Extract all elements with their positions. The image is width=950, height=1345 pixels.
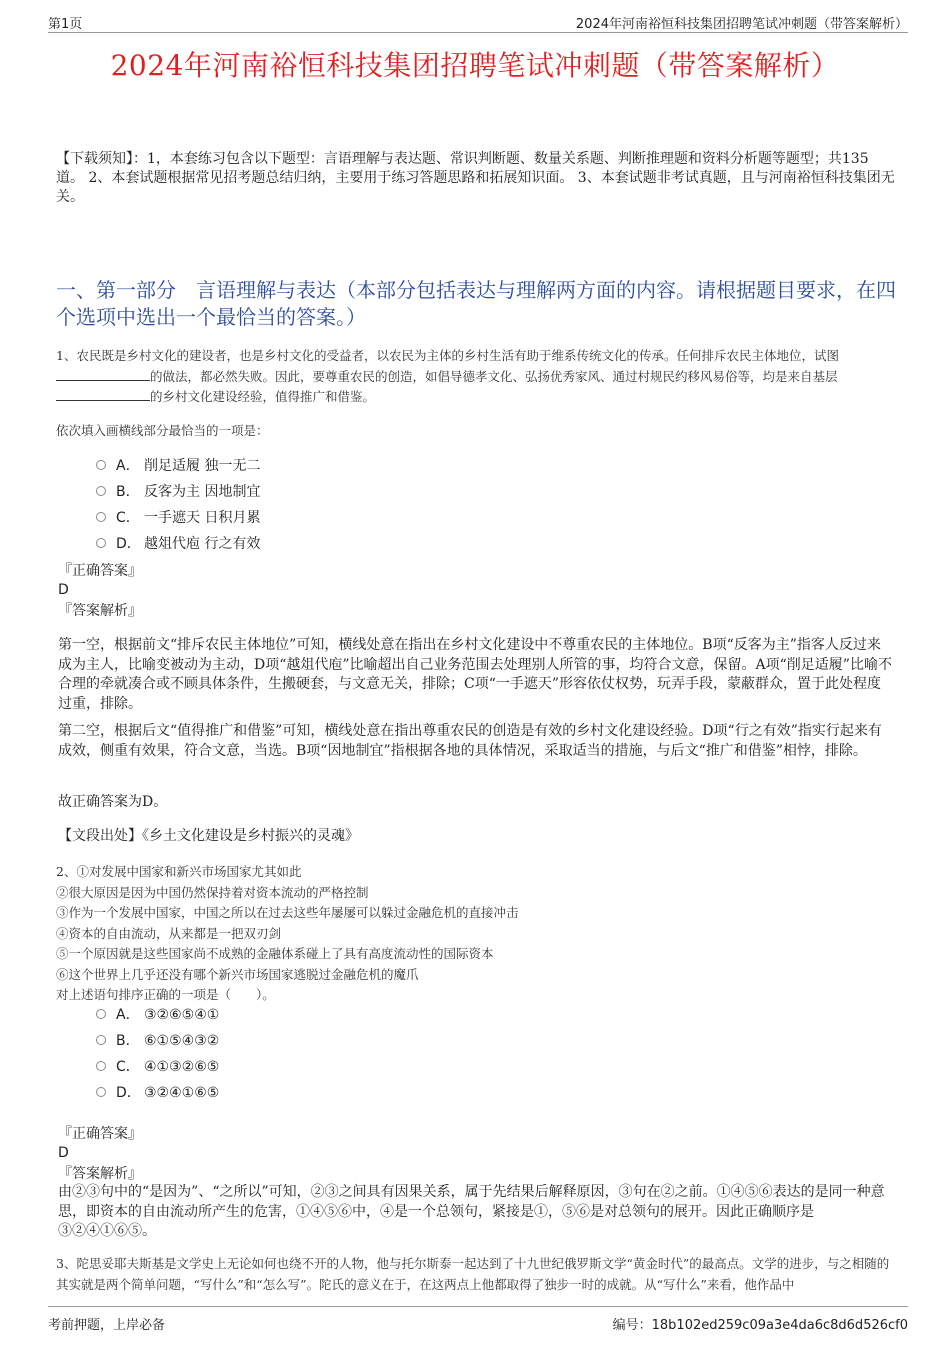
q2-line: 2、①对发展中国家和新兴市场国家尤其如此 [56, 864, 302, 879]
question-1-stem [56, 346, 898, 408]
q1-conclusion: 故正确答案为D。 [58, 794, 168, 810]
option-text: 削足适履 独一无二 [144, 458, 261, 474]
option-letter: C． [116, 510, 140, 526]
option-text: ③②⑥⑤④① [144, 1007, 220, 1023]
q1-source: 【文段出处】《乡土文化建设是乡村振兴的灵魂》 [58, 828, 359, 844]
page-number: 第1页 [48, 17, 83, 32]
q2-answer: D [58, 1145, 69, 1161]
q1-analysis-label: 『答案解析』 [58, 603, 142, 619]
q1-correct-label: 『正确答案』 [58, 563, 142, 579]
q1-options [96, 453, 260, 557]
q1-text-3: 的乡村文化建设经验，值得推广和借鉴。 [150, 389, 376, 404]
q1-option-a[interactable] [96, 453, 260, 479]
q1-option-c[interactable] [96, 505, 260, 531]
q1-option-d[interactable] [96, 531, 260, 557]
radio-icon[interactable] [96, 486, 106, 496]
section-heading: 一、第一部分 言语理解与表达（本部分包括表达与理解两方面的内容。请根据题目要求，在四个选项中选出一个最恰当的答案。） [56, 278, 896, 329]
q2-option-d[interactable] [96, 1080, 219, 1106]
q2-line: ②很大原因是因为中国仍然保持着对资本流动的严格控制 [56, 884, 369, 900]
option-text: ③②④①⑥⑤ [144, 1085, 220, 1101]
q2-correct-label: 『正确答案』 [58, 1126, 142, 1142]
q1-analysis-2: 第二空，根据后文“值得推广和借鉴”可知，横线处意在指出尊重农民的创造是有效的乡村文化建设经验。D项“行之有效”指实行起来有成效，侧重有效果，符合文意，当选。B项“因地制宜”指根据各地的具体情况，采取适当的措施，与后文“推广和借鉴”相悖，排除。 [58, 723, 882, 759]
question-3-stem: 3、陀思妥耶夫斯基是文学史上无论如何也绕不开的人物，他与托尔斯泰一起达到了十九世纪俄罗斯文学“黄金时代”的最高点。文学的进步，与之相随的其实就是两个简单问题，“写什么”和“怎么写”。陀氏的意义在于，在这两点上他都取得了独步一时的成就。从“写什么”来看，他作品中 [56, 1256, 890, 1292]
option-letter: B． [116, 484, 140, 500]
download-notice: 【下载须知】：1，本套练习包含以下题型：言语理解与表达题、常识判断题、数量关系题、判断推理题和资料分析题等题型；共135道。 2、本套试题根据常见招考题总结归纳，主要用于练习答题思路和拓展知识面。 3、本套试题非考试真题，且与河南裕恒科技集团无关。 [56, 151, 895, 205]
document-title: 2024年河南裕恒科技集团招聘笔试冲刺题（带答案解析） [110, 49, 840, 82]
radio-icon[interactable] [96, 1035, 106, 1045]
radio-icon[interactable] [96, 1087, 106, 1097]
option-letter: D． [116, 1085, 141, 1101]
q2-prompt: 对上述语句排序正确的一项是（ ）。 [56, 987, 275, 1002]
fill-blank-2 [56, 387, 150, 401]
q1-text-2: 的做法，都必然失败。因此，要尊重农民的创造，如倡导德孝文化、弘扬优秀家风、通过村规民约移风易俗等，均是来自基层 [150, 368, 838, 384]
q2-analysis-label: 『答案解析』 [58, 1166, 142, 1182]
footer-slogan: 考前押题，上岸必备 [48, 1318, 166, 1333]
option-text: ④①③②⑥⑤ [144, 1059, 220, 1075]
radio-icon[interactable] [96, 1009, 106, 1019]
option-text: 一手遮天 日积月累 [144, 510, 261, 526]
page-header [48, 10, 908, 33]
q1-option-b[interactable] [96, 479, 260, 505]
q1-answer: D [58, 582, 69, 598]
q2-option-a[interactable] [96, 1002, 219, 1028]
option-text: ⑥①⑤④③② [144, 1033, 220, 1049]
q2-line: ⑤一个原因就是这些国家尚不成熟的金融体系碰上了具有高度流动性的国际资本 [56, 946, 494, 961]
q1-analysis-1: 第一空，根据前文“排斥农民主体地位”可知，横线处意在指出在乡村文化建设中不尊重农民的主体地位。B项“反客为主”指客人反过来成为主人，比喻变被动为主动，D项“越俎代庖”比喻超出自己业务范围去处理别人所管的事，均符合文意，保留。A项“削足适履”比喻不合理的牵就凑合或不顾具体条件，生搬硬套，与文意无关，排除；C项“一手遮天”形容依仗权势，玩弄手段，蒙蔽群众，置于此处程度过重，排除。 [58, 637, 892, 712]
q2-options [96, 1002, 219, 1106]
option-letter: D． [116, 536, 141, 552]
option-letter: A． [116, 458, 140, 474]
page-footer [48, 1306, 908, 1335]
q2-line: ④资本的自由流动，从来都是一把双刃剑 [56, 925, 282, 941]
option-letter: C． [116, 1059, 140, 1075]
header-doc-title: 2024年河南裕恒科技集团招聘笔试冲刺题（带答案解析） [575, 17, 908, 32]
q2-option-c[interactable] [96, 1054, 219, 1080]
footer-serial: 编号：18b102ed259c09a3e4da6c8d6d526cf0 [612, 1318, 908, 1333]
radio-icon[interactable] [96, 538, 106, 548]
q2-line: ③作为一个发展中国家，中国之所以在过去这些年屡屡可以躲过金融危机的直接冲击 [56, 905, 519, 920]
fill-blank-1 [56, 367, 150, 381]
q2-option-b[interactable] [96, 1028, 219, 1054]
option-letter: B． [116, 1033, 140, 1049]
radio-icon[interactable] [96, 1061, 106, 1071]
option-text: 越俎代庖 行之有效 [144, 536, 261, 552]
q1-prompt: 依次填入画横线部分最恰当的一项是： [56, 423, 269, 438]
option-letter: A． [116, 1007, 140, 1023]
radio-icon[interactable] [96, 460, 106, 470]
radio-icon[interactable] [96, 512, 106, 522]
q1-text-1: 1、农民既是乡村文化的建设者，也是乡村文化的受益者，以农民为主体的乡村生活有助于维系传统文化的传承。任何排斥农民主体地位，试图 [56, 348, 839, 363]
question-2-stem [56, 862, 898, 1006]
q2-line: ⑥这个世界上几乎还没有哪个新兴市场国家逃脱过金融危机的魔爪 [56, 966, 419, 982]
option-text: 反客为主 因地制宜 [144, 484, 261, 500]
q2-analysis: 由②③句中的“是因为”、“之所以”可知，②③之间具有因果关系，属于先结果后解释原因，③句在②之前。①④⑤⑥表达的是同一种意思，即资本的自由流动所产生的危害，①④⑤⑥中，④是一个总领句，紧接是①，⑤⑥是对总领句的展开。因此正确顺序是③②④①⑥⑤。 [58, 1184, 885, 1239]
